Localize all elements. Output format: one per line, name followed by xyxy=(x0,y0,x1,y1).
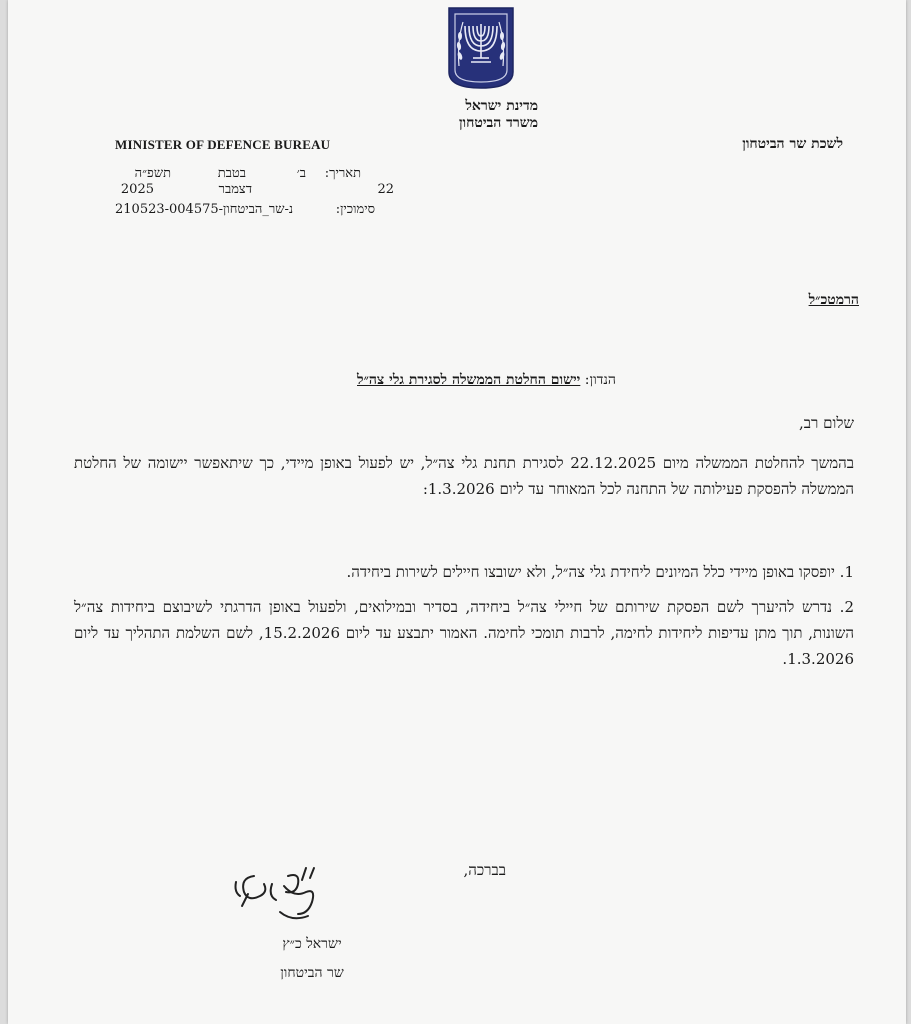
greg-year: 2025 xyxy=(120,182,154,197)
closing: בברכה, xyxy=(463,861,506,879)
hebrew-day: ב׳ xyxy=(296,166,306,181)
handwritten-signature xyxy=(228,862,338,938)
body-paragraph: בהמשך להחלטת הממשלה מיום 22.12.2025 לסגירת תחנת גלי צה״ל, יש לפעול באופן מיידי, כך שיתאפשר יישומה של החלטת הממשלה להפסקת פעילותה של התחנה לכל המאוחר עד ליום 1.3.2026: xyxy=(74,454,854,498)
reference-label: סימוכין: xyxy=(335,202,375,217)
list-item: 2. נדרש להיערך לשם הפסקת שירותם של חיילי צה״ל ביחידה, בסדיר ובמילואים, ולפעול באופן הדרגתי לשיבוצם ביחידות צה״ל השונות, תוך מתן עדיפות ליחידות לחימה, לרבות תומכי לחימה. האמור יתבצע עד ליום 15.2.2026, לשם השלמת התהליך עד ליום 1.3.2026. xyxy=(74,598,854,668)
state-emblem-icon xyxy=(447,6,515,90)
greg-month: דצמבר xyxy=(218,182,252,197)
addressee: הרמטכ״ל xyxy=(808,292,859,308)
letter-page xyxy=(8,0,906,1024)
date-label: תאריך: xyxy=(324,166,361,181)
list-item: 1. יופסקו באופן מיידי כלל המיונים ליחידת גלי צה״ל, ולא ישובצו חיילים לשירות ביחידה. xyxy=(346,563,854,581)
ministry-name: משרד הביטחון xyxy=(458,115,538,131)
bureau-name-hebrew: לשכת שר הביטחון xyxy=(742,136,843,152)
reference-value: נ-שר_הביטחון-210523-004575 xyxy=(115,202,294,217)
greeting: שלום רב, xyxy=(799,414,854,432)
signatory-name: ישראל כ״ץ xyxy=(282,936,342,952)
ministry-header xyxy=(388,98,538,132)
subject-label: הנדון: xyxy=(584,372,616,388)
hebrew-year: תשפ״ה xyxy=(134,166,171,181)
subject-line xyxy=(357,372,616,389)
signatory-title: שר הביטחון xyxy=(280,965,344,981)
subject-title: יישום החלטת הממשלה לסגירת גלי צה״ל xyxy=(357,372,581,388)
hebrew-month: בטבת xyxy=(217,166,246,181)
state-name: מדינת ישראל xyxy=(465,98,538,114)
greg-day: 22 xyxy=(377,182,394,197)
bureau-name-english: MINISTER OF DEFENCE BUREAU xyxy=(115,137,331,152)
